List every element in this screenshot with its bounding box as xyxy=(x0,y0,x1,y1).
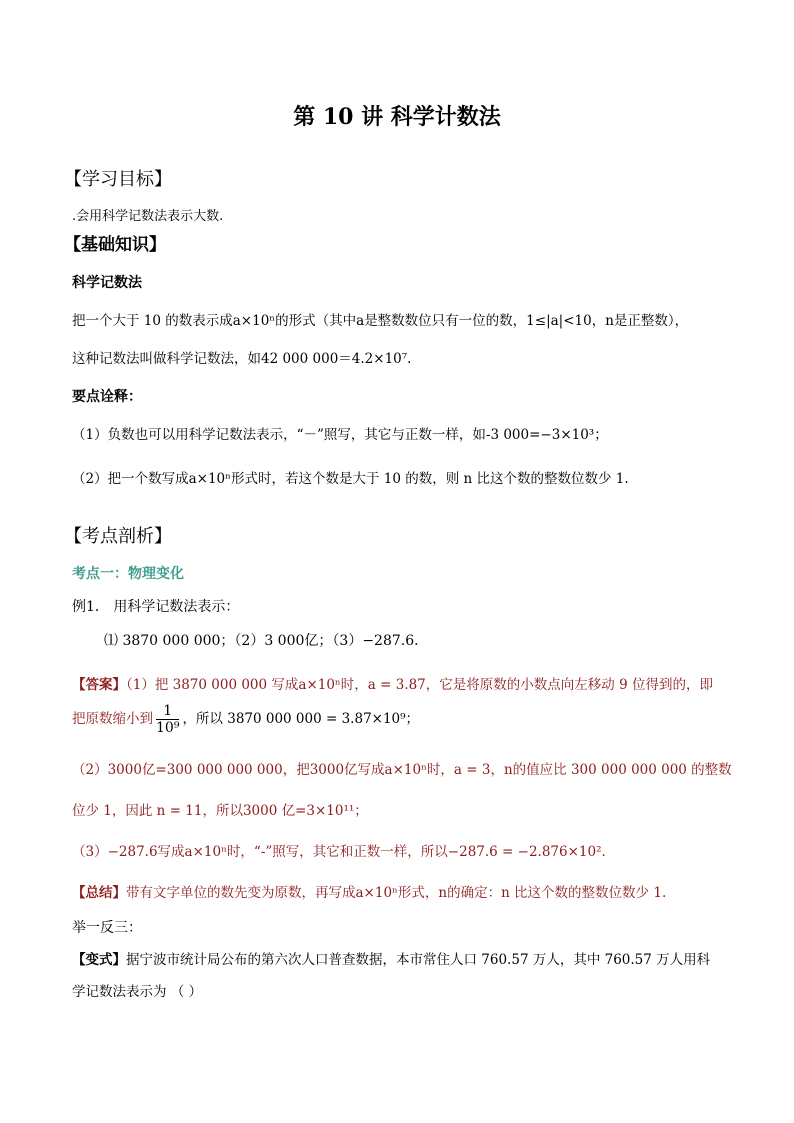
page-title: 第 10 讲 科学计数法 xyxy=(293,104,501,130)
answer-1-line-1 xyxy=(72,673,713,693)
basic-heading: 【基础知识】 xyxy=(64,235,166,255)
answer-2-line-2: 位少 1，因此 n = 11，所以3000 亿=3×10¹¹； xyxy=(72,803,368,819)
note-2: （2）把一个数写成a×10ⁿ形式时，若这个数是大于 10 的数，则 n 比这个数的整数位数少 1. xyxy=(72,471,629,487)
variant-line-2: 学记数法表示为 （ ） xyxy=(72,984,203,1000)
key-point-1: 考点一：物理变化 xyxy=(72,566,184,582)
fraction-denominator: 10⁹ xyxy=(156,720,180,736)
example-1-text: 用科学记数法表示： xyxy=(113,599,240,615)
summary-tag: 【总结】 xyxy=(72,885,126,901)
answer-1-prefix: 把原数缩小到 xyxy=(72,711,153,727)
fraction xyxy=(156,703,179,736)
definition-line-2: 这种记数法叫做科学记数法，如42 000 000＝4.2×10⁷. xyxy=(72,351,412,367)
answer-1-suffix: ，所以 3870 000 000 = 3.87×10⁹； xyxy=(182,711,420,727)
variant-tag: 【变式】 xyxy=(72,952,126,968)
example-1 xyxy=(72,596,239,616)
definition-line-1: 把一个大于 10 的数表示成a×10ⁿ的形式（其中a是整数数位只有一位的数，1≤|a|<10，n是正整数）， xyxy=(72,313,689,329)
answer-tag: 【答案】 xyxy=(72,677,126,693)
notes-heading: 要点诠释： xyxy=(72,389,142,405)
answer-1-text: （1）把 3870 000 000 写成a×10ⁿ时，a = 3.87，它是将原数的小数点向左移动 9 位得到的，即 xyxy=(126,677,713,693)
summary-line xyxy=(72,881,666,901)
example-1-label: 例1． xyxy=(72,599,109,615)
practice-heading: 举一反三： xyxy=(72,920,142,936)
goal-text: .会用科学记数法表示大数. xyxy=(72,209,224,224)
summary-text: 带有文字单位的数先变为原数，再写成a×10ⁿ形式，n的确定：n 比这个数的整数位数少 1. xyxy=(126,885,667,901)
goal-heading: 【学习目标】 xyxy=(64,169,172,190)
answer-3: （3）−287.6写成a×10ⁿ时，“-”照写，其它和正数一样，所以−287.6 = −2.876×10². xyxy=(72,844,606,860)
basic-subheading: 科学记数法 xyxy=(72,275,142,291)
note-1: （1）负数也可以用科学记数法表示，“－”照写，其它与正数一样，如-3 000=−3×10³； xyxy=(72,427,608,443)
answer-2-line-1: （2）3000亿=300 000 000 000，把3000亿写成a×10ⁿ时，a = 3，n的值应比 300 000 000 000 的整数 xyxy=(72,762,732,778)
fraction-numerator: 1 xyxy=(156,703,179,720)
variant-line-1 xyxy=(72,948,710,968)
answer-1-line-2 xyxy=(72,703,419,736)
example-1-items: ⑴ 3870 000 000；（2）3 000亿；（3）−287.6． xyxy=(104,633,429,649)
analysis-heading: 【考点剖析】 xyxy=(64,526,172,547)
variant-text: 据宁波市统计局公布的第六次人口普查数据，本市常住人口 760.57 万人，其中 760.57 万人用科 xyxy=(126,952,711,968)
